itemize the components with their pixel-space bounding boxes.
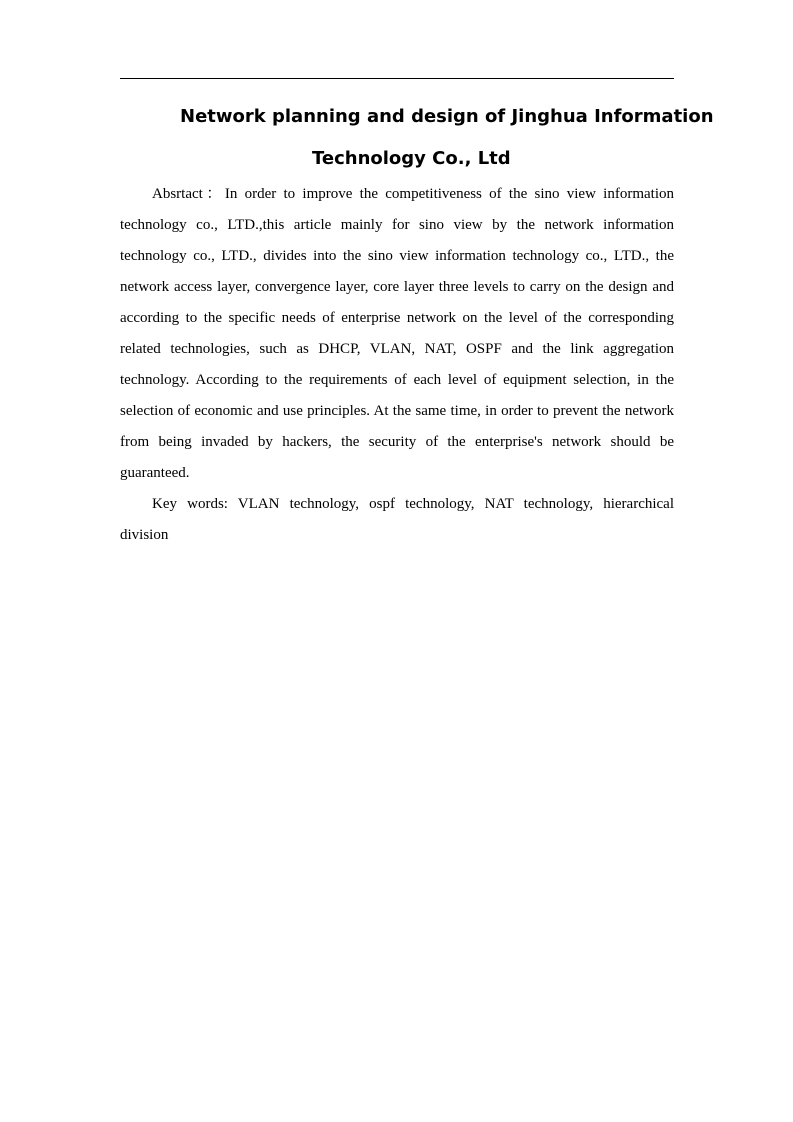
document-title-line-2: Technology Co., Ltd — [312, 148, 511, 169]
document-body — [120, 179, 674, 551]
header-rule — [120, 78, 674, 79]
keywords-paragraph: Key words: VLAN technology, ospf technology, NAT technology, hierarchical division — [120, 496, 674, 543]
document-title-line-1: Network planning and design of Jinghua Information — [180, 106, 714, 127]
abstract-paragraph: Absrtact：In order to improve the competitiveness of the sino view information technology co., LTD.,this article mainly for sino view by the network information technology co., LTD., divides into the sino view information technology co., LTD., the network access layer, convergence layer, core layer three levels to carry on the design and according to the specific needs of enterprise network on the level of the corresponding related technologies, such as DHCP, VLAN, NAT, OSPF and the link aggregation technology. According to the requirements of each level of equipment selection, in the selection of economic and use principles. At the same time, in order to prevent the network from being invaded by hackers, the security of the enterprise's network should be guaranteed. — [120, 186, 674, 481]
